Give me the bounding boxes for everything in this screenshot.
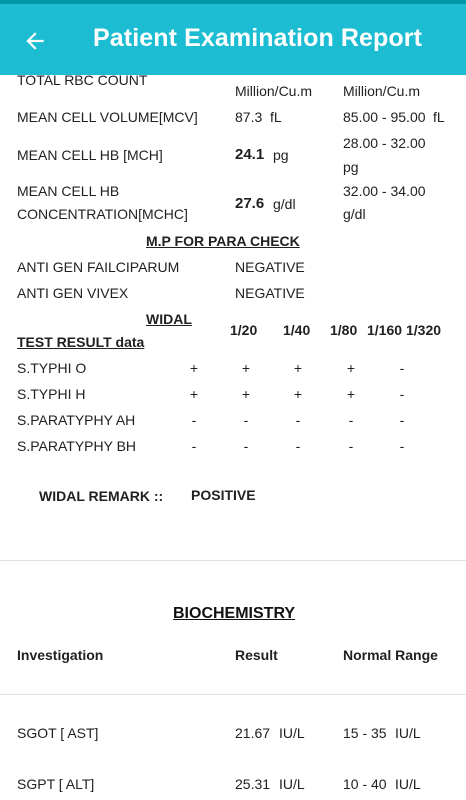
app-bar xyxy=(0,4,466,75)
mcv-result: 87.3 xyxy=(235,109,263,125)
widal-mark: - xyxy=(191,412,197,428)
biochem-row-name: SGOT [ AST] xyxy=(17,725,99,741)
widal-mark: - xyxy=(295,438,301,454)
widal-mark: - xyxy=(399,386,405,402)
widal-mark: - xyxy=(348,438,354,454)
col-header-range: Normal Range xyxy=(343,647,438,663)
mcv-unit: fL xyxy=(270,109,282,125)
biochemistry-heading: BIOCHEMISTRY xyxy=(173,605,296,622)
mch-name: MEAN CELL HB [MCH] xyxy=(17,147,163,163)
widal-dilution: 1/40 xyxy=(283,322,311,338)
widal-dilution: 1/320 xyxy=(406,322,442,338)
section-divider xyxy=(0,560,466,561)
biochem-row-unit: IU/L xyxy=(279,776,305,792)
back-button[interactable] xyxy=(18,24,52,58)
mch-range-unit: pg xyxy=(343,159,359,175)
rbc-range-unit: Million/Cu.m xyxy=(343,83,421,99)
widal-mark: + xyxy=(241,386,251,402)
widal-remark-label: WIDAL REMARK :: xyxy=(39,488,164,504)
widal-mark: + xyxy=(189,360,199,376)
widal-row-name: S.PARATYPHY AH xyxy=(17,412,136,428)
mch-range: 28.00 - 32.00 xyxy=(343,135,426,151)
mp-row-value: NEGATIVE xyxy=(235,259,305,275)
widal-mark: - xyxy=(243,412,249,428)
biochem-row-result: 21.67 xyxy=(235,725,271,741)
biochem-row-range: 10 - 40 xyxy=(343,776,387,792)
widal-mark: + xyxy=(189,386,199,402)
mchc-range-unit: g/dl xyxy=(343,206,366,222)
widal-dilution: 1/20 xyxy=(230,322,258,338)
mcv-range: 85.00 - 95.00 xyxy=(343,109,426,125)
widal-heading: WIDAL xyxy=(146,311,192,327)
page-title: Patient Examination Report xyxy=(93,24,423,52)
mp-row-value: NEGATIVE xyxy=(235,285,305,301)
mchc-name-line1: MEAN CELL HB xyxy=(17,183,120,199)
widal-mark: - xyxy=(399,438,405,454)
report-content[interactable] xyxy=(0,75,466,800)
widal-row-name: S.TYPHI H xyxy=(17,386,86,402)
arrow-left-icon xyxy=(22,28,48,54)
mchc-range: 32.00 - 34.00 xyxy=(343,183,426,199)
widal-mark: + xyxy=(346,360,356,376)
widal-mark: - xyxy=(399,412,405,428)
widal-mark: + xyxy=(293,386,303,402)
col-header-result: Result xyxy=(235,647,278,663)
mchc-unit: g/dl xyxy=(273,196,296,212)
biochem-row-unit: IU/L xyxy=(279,725,305,741)
biochem-row-range-unit: IU/L xyxy=(395,725,421,741)
biochem-row-name: SGPT [ ALT] xyxy=(17,776,95,792)
widal-dilution: 1/160 xyxy=(367,322,403,338)
widal-mark: + xyxy=(241,360,251,376)
widal-mark: - xyxy=(243,438,249,454)
mp-heading: M.P FOR PARA CHECK xyxy=(146,233,300,249)
widal-row-name: S.TYPHI O xyxy=(17,360,87,376)
widal-remark-value: POSITIVE xyxy=(191,487,256,503)
mchc-name-line2: CONCENTRATION[MCHC] xyxy=(17,206,188,222)
widal-mark: - xyxy=(399,360,405,376)
mch-unit: pg xyxy=(273,147,289,163)
biochem-row-range-unit: IU/L xyxy=(395,776,421,792)
widal-dilution: 1/80 xyxy=(330,322,358,338)
widal-mark: - xyxy=(295,412,301,428)
widal-mark: - xyxy=(191,438,197,454)
mcv-name: MEAN CELL VOLUME[MCV] xyxy=(17,109,198,125)
rbc-result-unit: Million/Cu.m xyxy=(235,83,313,99)
rbc-name: TOTAL RBC COUNT xyxy=(17,75,148,88)
mcv-range-unit: fL xyxy=(433,109,445,125)
mchc-result: 27.6 xyxy=(235,195,265,212)
table-divider xyxy=(0,694,466,695)
widal-mark: - xyxy=(348,412,354,428)
col-header-investigation: Investigation xyxy=(17,647,104,663)
widal-mark: + xyxy=(293,360,303,376)
biochem-row-result: 25.31 xyxy=(235,776,271,792)
widal-row-name: S.PARATYPHY BH xyxy=(17,438,137,454)
mch-result: 24.1 xyxy=(235,146,265,163)
mp-row-name: ANTI GEN FAILCIPARUM xyxy=(17,259,180,275)
biochem-row-range: 15 - 35 xyxy=(343,725,387,741)
widal-mark: + xyxy=(346,386,356,402)
widal-subheading: TEST RESULT data xyxy=(17,334,145,350)
mp-row-name: ANTI GEN VIVEX xyxy=(17,285,129,301)
